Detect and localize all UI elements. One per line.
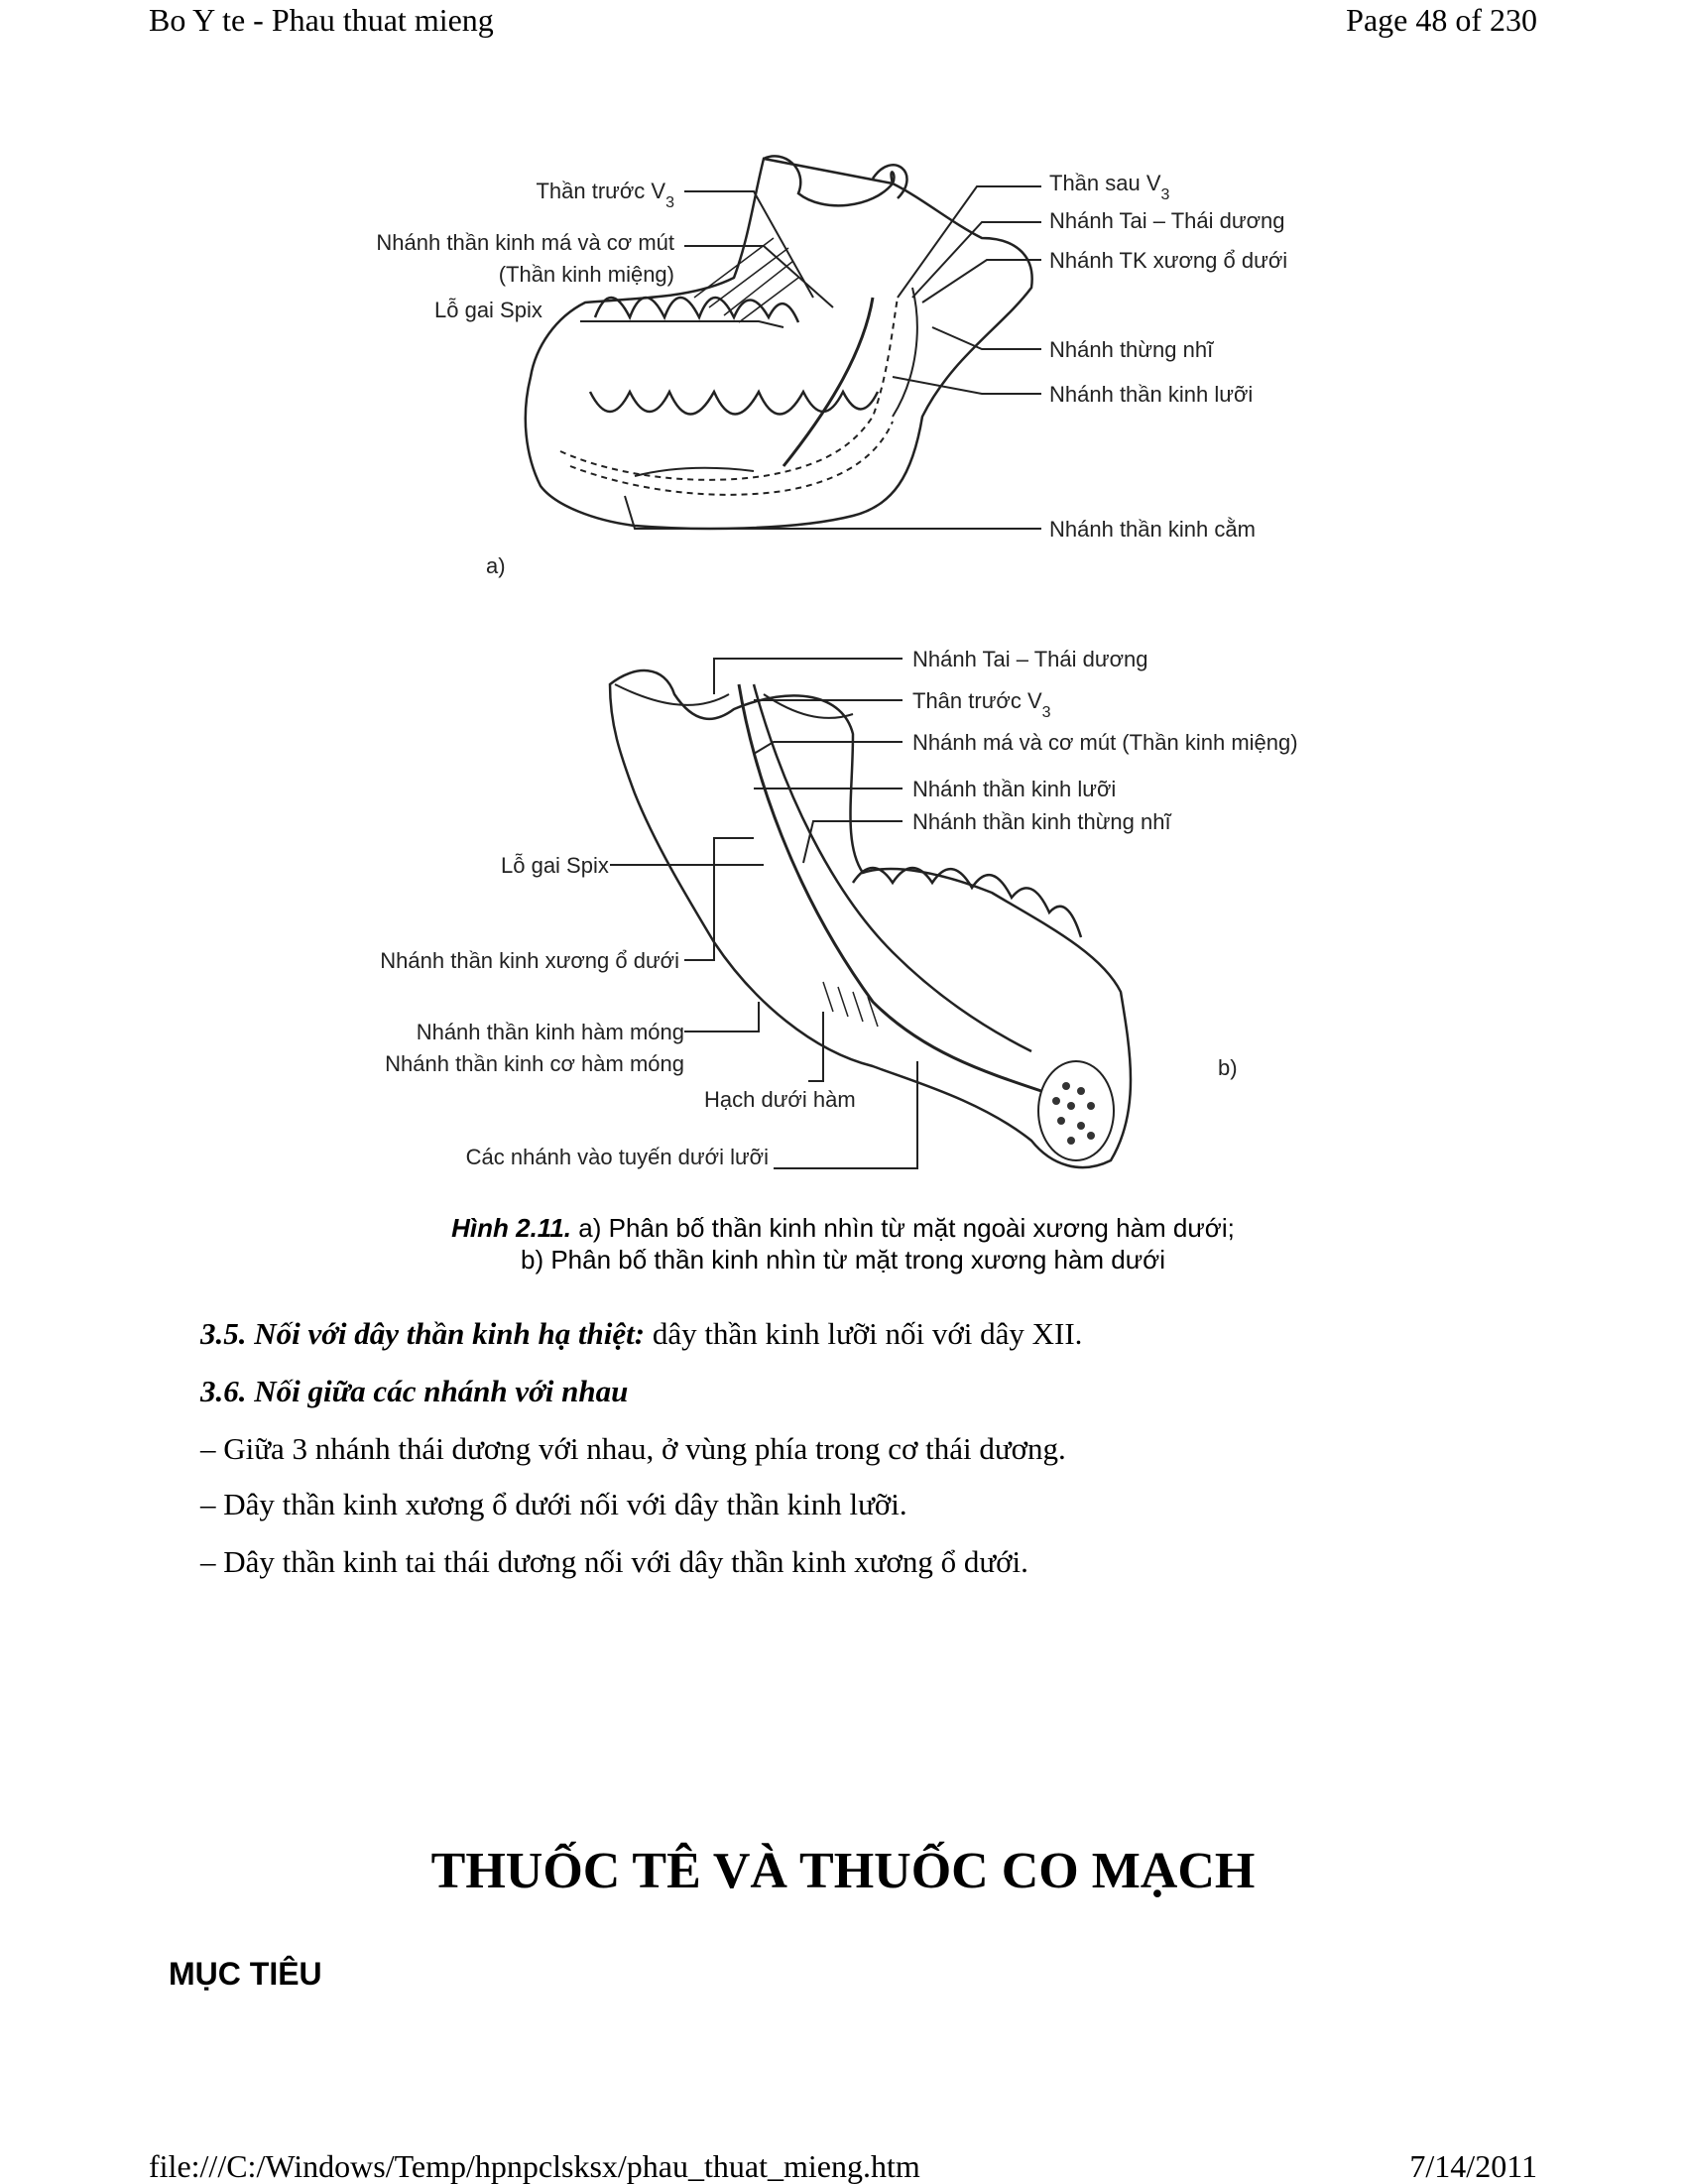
figure-caption: [0, 1212, 1686, 1275]
chapter-title: THUỐC TÊ VÀ THUỐC CO MẠCH: [430, 1843, 1256, 1899]
bullet-1: – Giữa 3 nhánh thái dương với nhau, ở vùng phía trong cơ thái dương.: [200, 1431, 1066, 1466]
caption-line2: b) Phân bố thần kinh nhìn từ mặt trong xương hàm dưới: [521, 1245, 1165, 1274]
caption-label: Hình 2.11.: [451, 1213, 572, 1243]
fig-b-label-nhanh-co-ham-mong: Nhánh thần kinh cơ hàm móng: [385, 1051, 684, 1076]
footer-date: 7/14/2011: [1409, 2148, 1537, 2184]
fig-b-label-nhanh-ham-mong: Nhánh thần kinh hàm móng: [416, 1020, 684, 1044]
fig-b-label-lo-gai: Lỗ gai Spix: [501, 853, 609, 878]
section-3-5: [200, 1314, 1082, 1354]
figure-a-drawing: [526, 156, 1032, 529]
fig-b-label-hach: Hạch dưới hàm: [704, 1087, 856, 1112]
fig-a-label-nhanh-luoi: Nhánh thần kinh lưỡi: [1049, 382, 1254, 407]
fig-a-label-nhanh-tai: Nhánh Tai – Thái dương: [1049, 208, 1285, 233]
fig-b-label-nhanh-luoi: Nhánh thần kinh lưỡi: [912, 777, 1117, 801]
fig-b-label-nhanh-ma: Nhánh má và cơ mút (Thần kinh miệng): [912, 730, 1298, 755]
objective-heading: MỤC TIÊU: [169, 1956, 322, 1992]
footer-file-path: file:///C:/Windows/Temp/hpnpclsksx/phau_thuat_mieng.htm: [149, 2148, 920, 2184]
fig-b-panel-label: b): [1218, 1055, 1238, 1080]
fig-a-panel-label: a): [486, 553, 506, 578]
caption-line1: a) Phân bố thần kinh nhìn từ mặt ngoài xương hàm dưới;: [571, 1213, 1235, 1243]
section-3-6: [200, 1372, 628, 1411]
header-title: Bo Y te - Phau thuat mieng: [149, 2, 494, 38]
bullet-3: – Dây thần kinh tai thái dương nối với dây thần kinh xương ổ dưới.: [200, 1544, 1028, 1579]
fig-b-label-nhanh-tai: Nhánh Tai – Thái dương: [912, 647, 1148, 671]
bullet-2: – Dây thần kinh xương ổ dưới nối với dây thần kinh lưỡi.: [200, 1487, 907, 1521]
fig-a-label-nhanh-ma-1: Nhánh thần kinh má và cơ mút: [376, 230, 674, 255]
fig-a-label-than-sau: Thần sau $V_3$: [1049, 171, 1170, 203]
fig-a-label-nhanh-thung-nhi: Nhánh thừng nhĩ: [1049, 337, 1214, 362]
fig-b-label-than-truoc: Thân trước $V_3$: [912, 688, 1051, 721]
section-3-5-text: dây thần kinh lưỡi nối với dây XII.: [645, 1316, 1083, 1351]
fig-b-label-cac-nhanh: Các nhánh vào tuyến dưới lưỡi: [465, 1145, 769, 1169]
fig-a-label-nhanh-tk-xuong: Nhánh TK xương ổ dưới: [1049, 248, 1288, 273]
fig-b-label-nhanh-thung-nhi: Nhánh thần kinh thừng nhĩ: [912, 809, 1171, 834]
section-3-5-heading: 3.5. Nối với dây thần kinh hạ thiệt:: [200, 1316, 646, 1351]
fig-a-label-than-truoc: Thần trước $V_3$: [536, 179, 674, 211]
fig-b-label-nhanh-xuong: Nhánh thần kinh xương ổ dưới: [380, 948, 679, 973]
section-3-6-heading: 3.6. Nối giữa các nhánh với nhau: [200, 1374, 629, 1408]
fig-a-label-nhanh-cam: Nhánh thần kinh cằm: [1049, 517, 1256, 542]
fig-a-label-nhanh-ma-2: (Thần kinh miệng): [498, 262, 674, 287]
header-page-number: Page 48 of 230: [1346, 2, 1537, 38]
fig-a-label-lo-gai: Lỗ gai Spix: [434, 298, 542, 322]
